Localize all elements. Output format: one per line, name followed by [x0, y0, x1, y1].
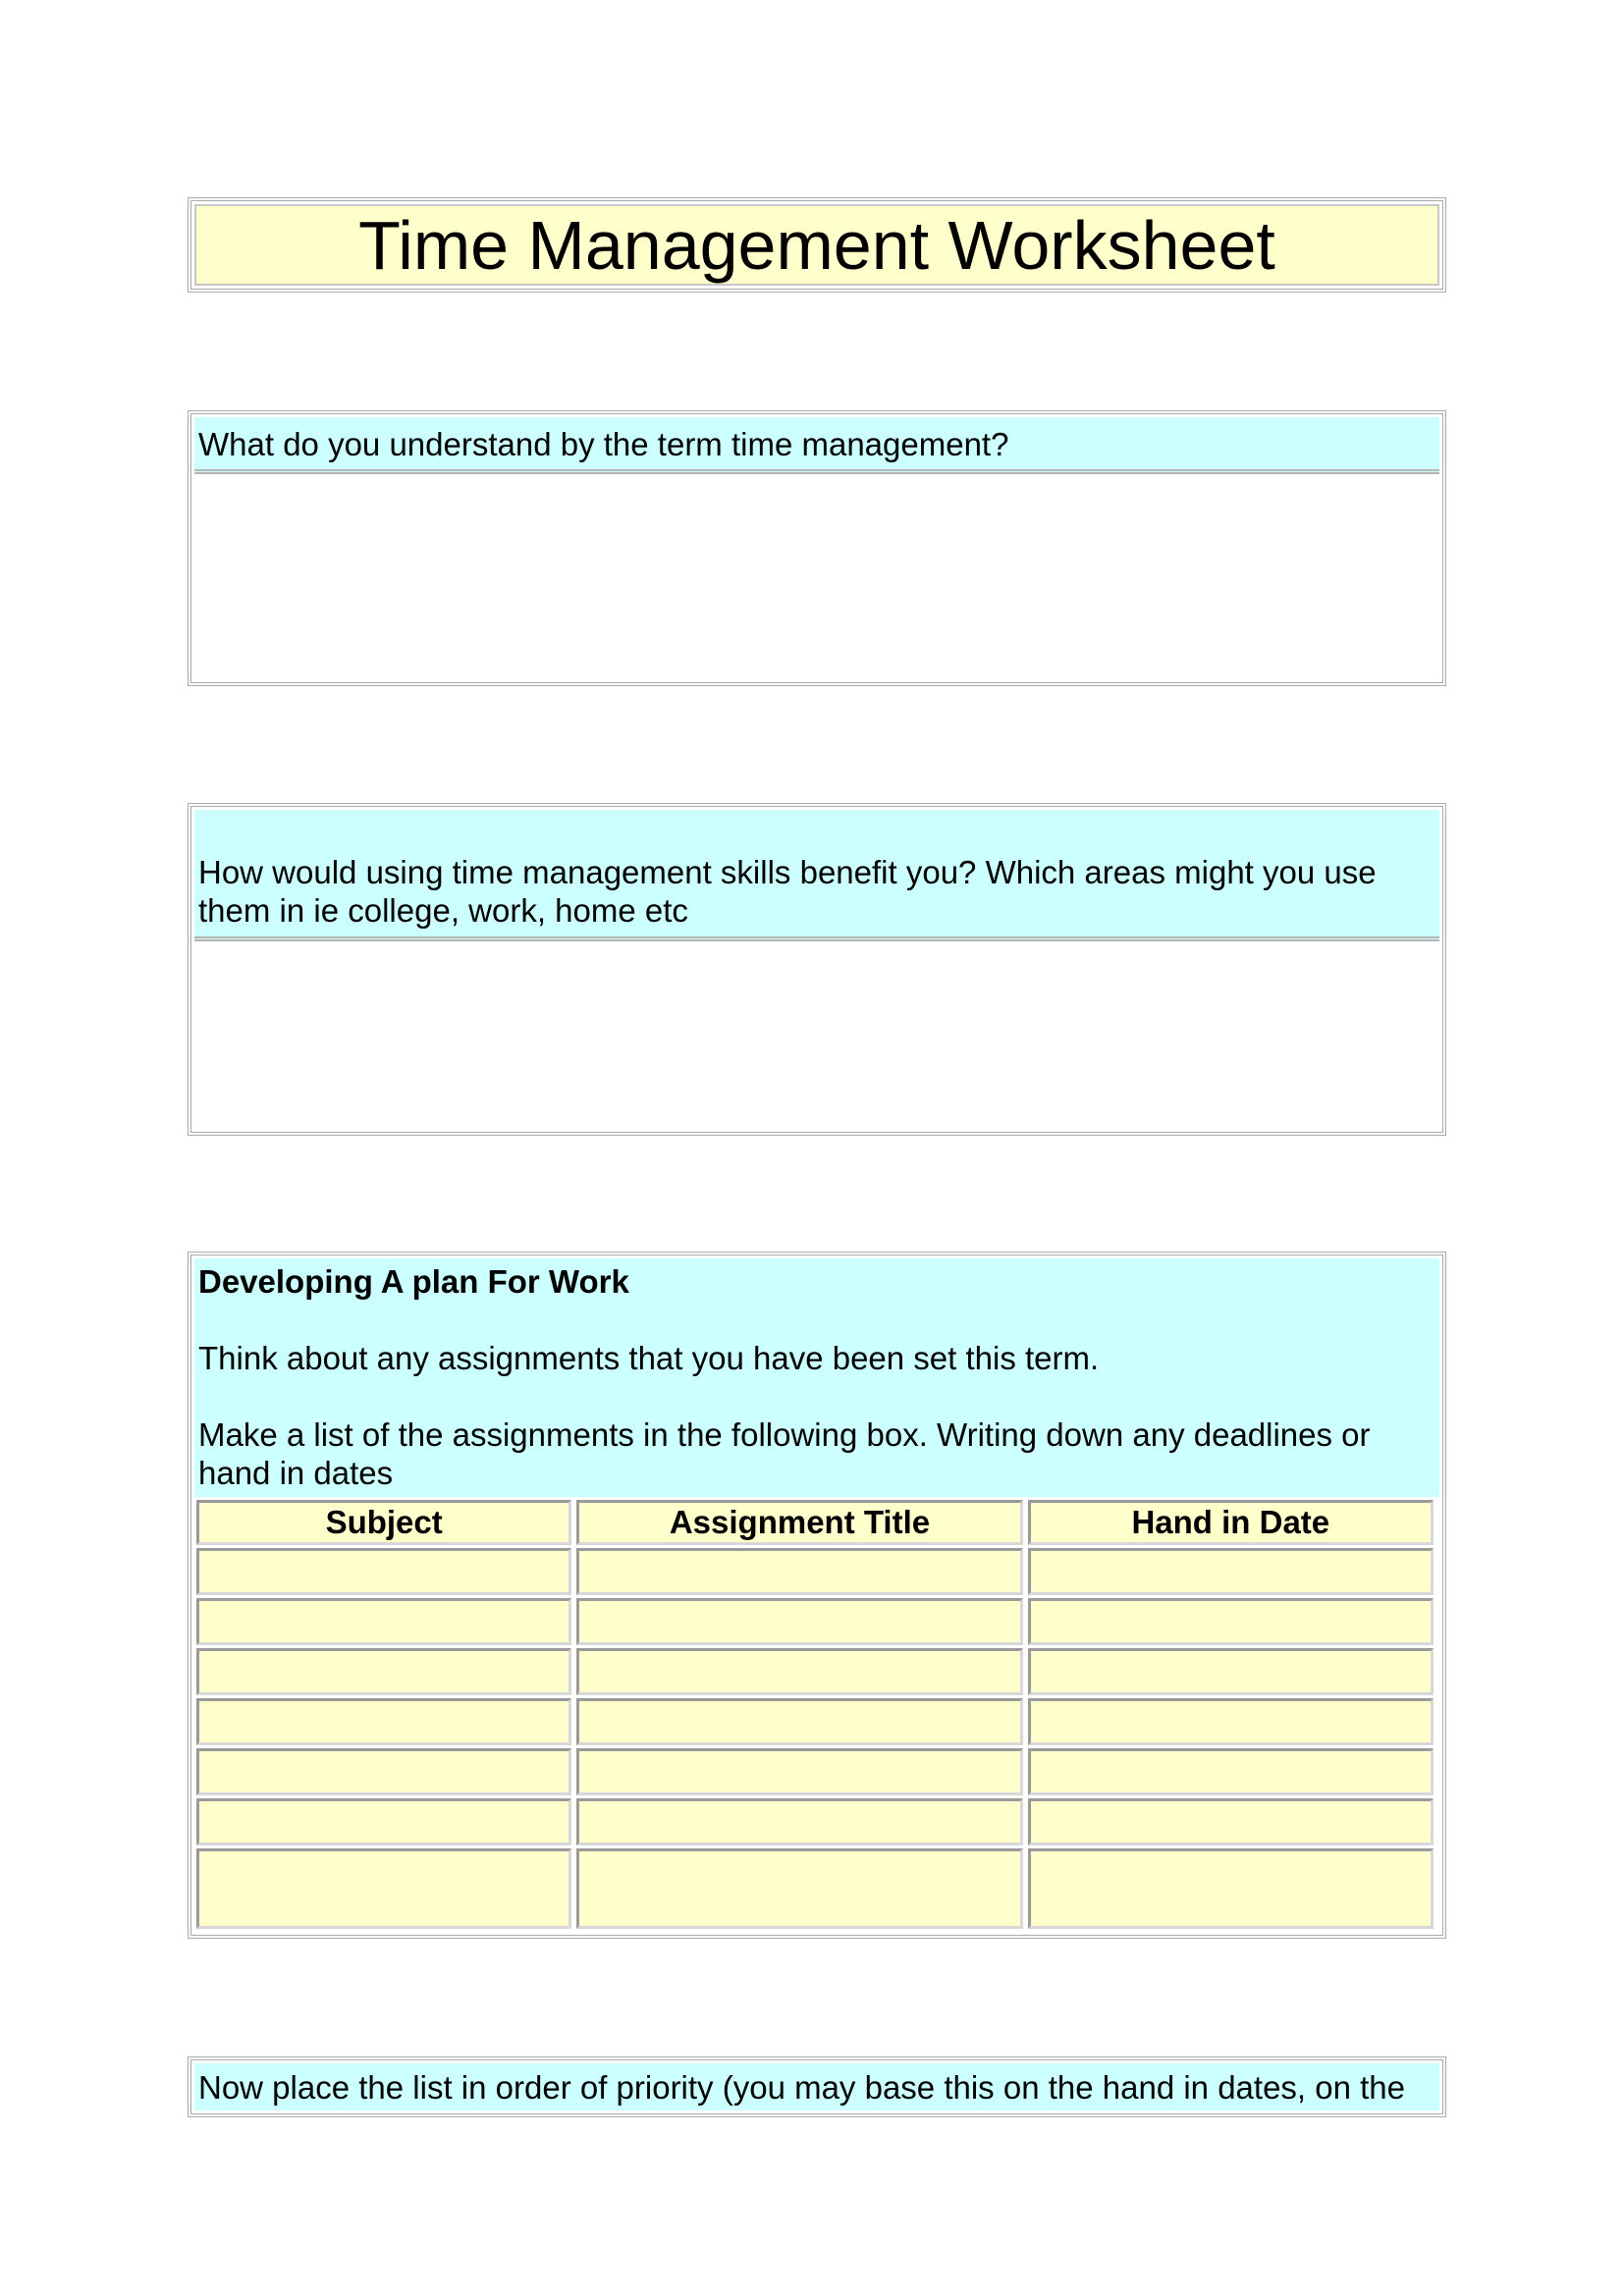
table-row [196, 1548, 1434, 1595]
table-row [196, 1798, 1434, 1845]
table-row [196, 1648, 1434, 1695]
table-row [196, 1848, 1434, 1929]
plan-instructions [194, 1258, 1439, 1497]
plan-heading: Developing A plan For Work [198, 1263, 629, 1300]
hand-in-date-cell[interactable] [1028, 1598, 1434, 1645]
question-2-line-2: them in ie college, work, home etc [198, 892, 688, 929]
question-1-text: What do you understand by the term time management? [194, 417, 1439, 474]
plan-paragraph-1: Think about any assignments that you have been set this term. [198, 1340, 1100, 1376]
table-row [196, 1598, 1434, 1645]
priority-text: Now place the list in order of priority (you may base this on the hand in dates, on the [194, 2063, 1439, 2110]
column-header-subject: Subject [196, 1500, 571, 1545]
assignment-title-cell[interactable] [576, 1798, 1022, 1845]
priority-box [188, 2056, 1446, 2117]
question-2-text [194, 810, 1439, 941]
plan-paragraph-2-line-1: Make a list of the assignments in the following box. Writing down any deadlines or [198, 1416, 1371, 1453]
assignment-table [191, 1497, 1438, 1932]
plan-paragraph-2 [198, 1415, 1435, 1492]
hand-in-date-cell[interactable] [1028, 1848, 1434, 1929]
question-2-box [188, 803, 1446, 1136]
assignment-title-cell[interactable] [576, 1698, 1022, 1745]
column-header-hand-in-date: Hand in Date [1028, 1500, 1434, 1545]
title-box [188, 197, 1446, 293]
subject-cell[interactable] [196, 1698, 571, 1745]
question-1-box [188, 410, 1446, 686]
subject-cell[interactable] [196, 1598, 571, 1645]
table-row [196, 1748, 1434, 1795]
plan-box [188, 1252, 1446, 1939]
assignment-title-cell[interactable] [576, 1548, 1022, 1595]
title-banner [194, 204, 1439, 286]
table-row [196, 1698, 1434, 1745]
subject-cell[interactable] [196, 1748, 571, 1795]
hand-in-date-cell[interactable] [1028, 1648, 1434, 1695]
assignment-title-cell[interactable] [576, 1598, 1022, 1645]
plan-paragraph-2-line-2: hand in dates [198, 1455, 394, 1491]
subject-cell[interactable] [196, 1648, 571, 1695]
assignment-title-cell[interactable] [576, 1848, 1022, 1929]
hand-in-date-cell[interactable] [1028, 1798, 1434, 1845]
hand-in-date-cell[interactable] [1028, 1748, 1434, 1795]
subject-cell[interactable] [196, 1548, 571, 1595]
hand-in-date-cell[interactable] [1028, 1698, 1434, 1745]
assignment-title-cell[interactable] [576, 1648, 1022, 1695]
question-2-line-1: How would using time management skills benefit you? Which areas might you use [198, 854, 1377, 890]
subject-cell[interactable] [196, 1798, 571, 1845]
assignment-title-cell[interactable] [576, 1748, 1022, 1795]
question-2-answer-field[interactable] [194, 941, 1439, 1130]
subject-cell[interactable] [196, 1848, 571, 1929]
question-1-answer-field[interactable] [194, 474, 1439, 680]
page-title: Time Management Worksheet [358, 206, 1275, 284]
hand-in-date-cell[interactable] [1028, 1548, 1434, 1595]
column-header-assignment-title: Assignment Title [576, 1500, 1022, 1545]
table-header-row [196, 1500, 1434, 1545]
